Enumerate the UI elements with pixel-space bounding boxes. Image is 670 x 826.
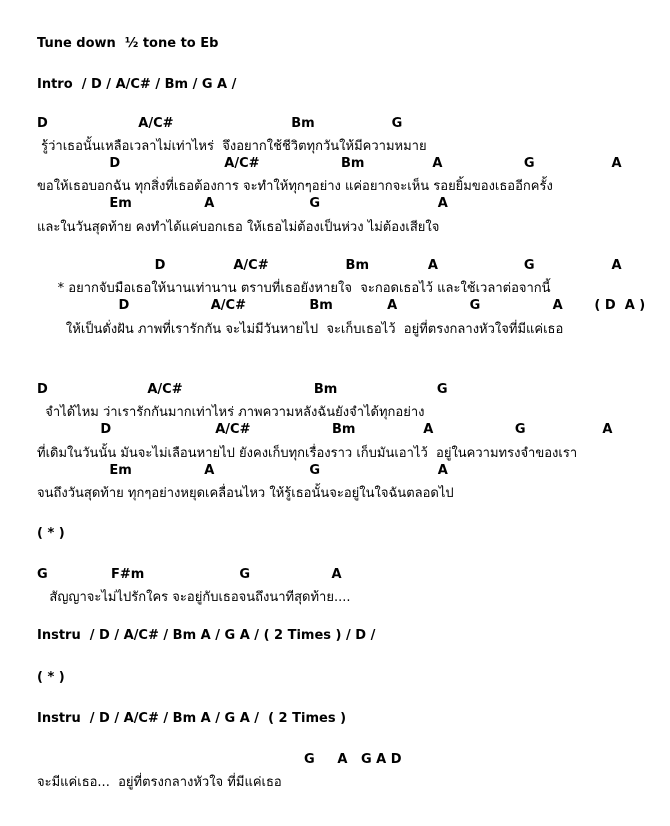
bridge-lyric: สัญญาจะไม่ไปรักใคร จะอยู่กับเธอจนถึงนาทีสุดท้าย.... (37, 590, 351, 605)
verse1-chords-3: Em A G A (37, 196, 448, 211)
intro-line: Intro / D / A/C# / Bm / G A / (37, 77, 237, 92)
verse1-lyric-1: รู้ว่าเธอนั้นเหลือเวลาไม่เท่าไหร่ จึงอยากใช้ชีวิตทุกวันให้มีความหมาย (37, 139, 427, 154)
outro-chords: G A G A D (37, 752, 402, 767)
instru-line-1: Instru / D / A/C# / Bm A / G A / ( 2 Times ) / D / (37, 628, 376, 643)
verse1-lyric-3: และในวันสุดท้าย คงทำได้แค่บอกเธอ ให้เธอไม่ต้องเป็นห่วง ไม่ต้องเสียใจ (37, 220, 440, 235)
chorus-lyric-1: * อยากจับมือเธอให้นานเท่านาน ตราบที่เธอยังหายใจ จะกอดเธอไว้ และใช้เวลาต่อจากนี้ (37, 281, 551, 296)
chorus-lyric-2: ให้เป็นดั่งฝัน ภาพที่เรารักกัน จะไม่มีวันหายไป จะเก็บเธอไว้ อยู่ที่ตรงกลางหัวใจที่มีแค่เธอ (37, 322, 564, 337)
verse1-chords-1: D A/C# Bm G (37, 116, 403, 131)
outro-lyric: จะมีแค่เธอ... อยู่ที่ตรงกลางหัวใจ ที่มีแค่เธอ (37, 775, 282, 790)
chorus-chords-1: D A/C# Bm A G A (37, 258, 622, 273)
verse1-chords-2: D A/C# Bm A G A (37, 156, 622, 171)
tuning-note: Tune down ½ tone to Eb (37, 36, 219, 51)
verse2-lyric-2: ที่เดิมในวันนั้น มันจะไม่เลือนหายไป ยังคงเก็บทุกเรื่องราว เก็บมันเอาไว้ อยู่ในความทรงจำของเรา (37, 446, 578, 461)
chorus-chords-2: D A/C# Bm A G A ( D A ) (37, 298, 646, 313)
bridge-chords: G F#m G A (37, 567, 342, 582)
verse1-lyric-2: ขอให้เธอบอกฉัน ทุกสิ่งที่เธอต้องการ จะทำให้ทุกๆอย่าง แค่อยากจะเห็น รอยยิ้มของเธออีกครั้ง (37, 179, 553, 194)
verse2-chords-1: D A/C# Bm G (37, 382, 448, 397)
chorus-repeat-1: ( * ) (37, 526, 65, 541)
verse2-chords-2: D A/C# Bm A G A (37, 422, 613, 437)
chorus-repeat-2: ( * ) (37, 670, 65, 685)
verse2-lyric-1: จำได้ไหม ว่าเรารักกันมากเท่าไหร่ ภาพความหลังฉันยังจำได้ทุกอย่าง (37, 405, 425, 420)
verse2-lyric-3: จนถึงวันสุดท้าย ทุกๆอย่างหยุดเคลื่อนไหว ให้รู้เธอนั้นจะอยู่ในใจฉันตลอดไป (37, 486, 454, 501)
instru-line-2: Instru / D / A/C# / Bm A / G A / ( 2 Times ) (37, 711, 347, 726)
verse2-chords-3: Em A G A (37, 463, 448, 478)
